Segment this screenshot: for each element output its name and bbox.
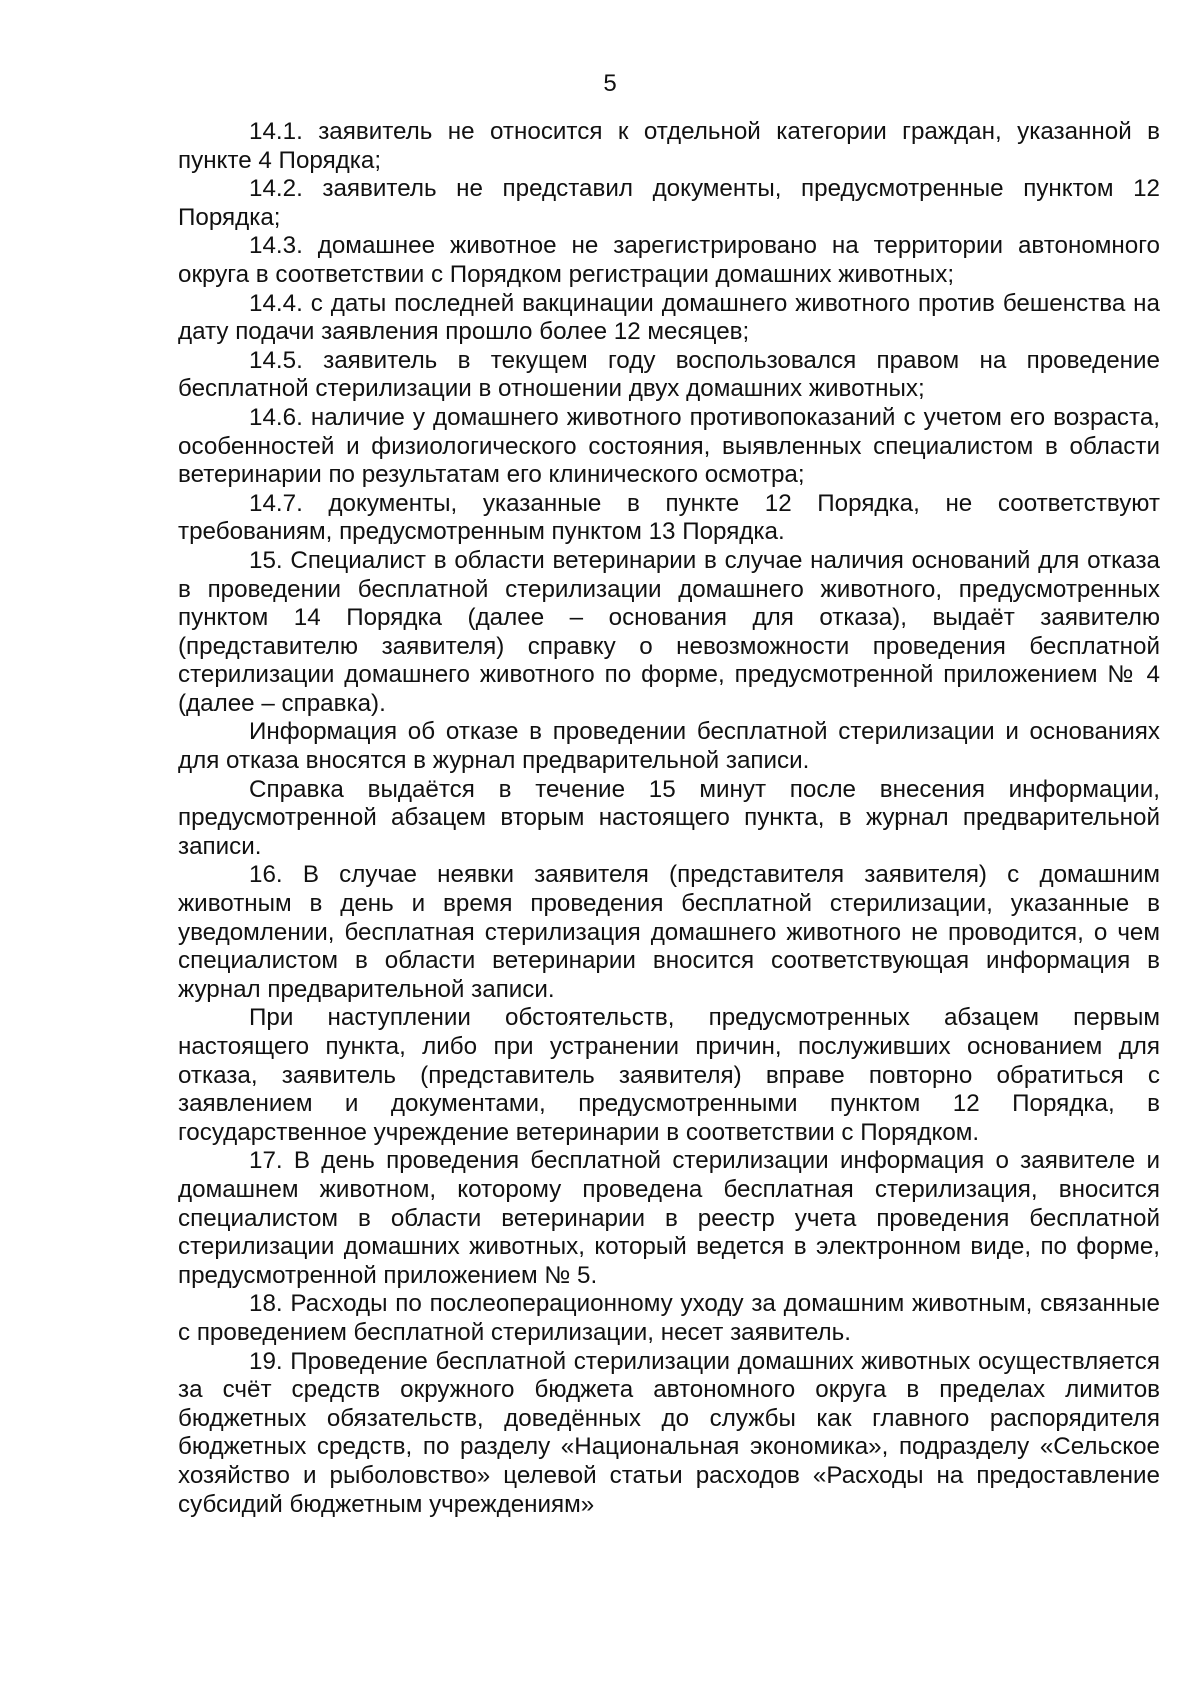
paragraph-17: 17. В день проведения бесплатной стерилизации информация о заявителе и домашнем животном, которому проведена бесплатная стерилизация, вносится специалистом в области ветеринарии в реестр учета проведения бесплатной стерилизации домашних животных, который ведется в электронном виде, по форме, предусмотренной приложением № 5. xyxy=(178,1147,1160,1289)
paragraph-14-3: 14.3. домашнее животное не зарегистрировано на территории автономного округа в соответствии с Порядком регистрации домашних животных; xyxy=(178,232,1160,288)
document-body xyxy=(178,118,1160,1519)
paragraph-16-reapply: При наступлении обстоятельств, предусмотренных абзацем первым настоящего пункта, либо при устранении причин, послуживших основанием для отказа, заявитель (представитель заявителя) вправе повторно обратиться с заявлением и документами, предусмотренными пунктом 12 Порядка, в государственное учреждение ветеринарии в соответствии с Порядком. xyxy=(178,1004,1160,1146)
page-number: 5 xyxy=(603,70,617,97)
paragraph-14-6: 14.6. наличие у домашнего животного противопоказаний с учетом его возраста, особенностей и физиологического состояния, выявленных специалистом в области ветеринарии по результатам его клинического осмотра; xyxy=(178,403,1160,489)
paragraph-16: 16. В случае неявки заявителя (представителя заявителя) с домашним животным в день и время проведения бесплатной стерилизации, указанные в уведомлении, бесплатная стерилизация домашнего животного не проводится, о чем специалистом в области ветеринарии вносится соответствующая информация в журнал предварительной записи. xyxy=(178,861,1160,1003)
paragraph-14-7: 14.7. документы, указанные в пункте 12 Порядка, не соответствуют требованиям, предусмотренным пунктом 13 Порядка. xyxy=(178,489,1160,546)
paragraph-15-certificate: Справка выдаётся в течение 15 минут после внесения информации, предусмотренной абзацем вторым настоящего пункта, в журнал предварительной записи. xyxy=(178,775,1160,860)
paragraph-14-4: 14.4. с даты последней вакцинации домашнего животного против бешенства на дату подачи заявления прошло более 12 месяцев; xyxy=(178,289,1160,346)
paragraph-18: 18. Расходы по послеоперационному уходу за домашним животным, связанные с проведением бесплатной стерилизации, несет заявитель. xyxy=(178,1290,1160,1346)
paragraph-14-1: 14.1. заявитель не относится к отдельной категории граждан, указанной в пункте 4 Порядка; xyxy=(178,118,1160,174)
paragraph-14-2: 14.2. заявитель не представил документы, предусмотренные пунктом 12 Порядка; xyxy=(178,175,1160,231)
paragraph-15: 15. Специалист в области ветеринарии в случае наличия оснований для отказа в проведении бесплатной стерилизации домашнего животного, предусмотренных пунктом 14 Порядка (далее – основания для отказа), выдаёт заявителю (представителю заявителя) справку о невозможности проведения бесплатной стерилизации домашнего животного по форме, предусмотренной приложением № 4 (далее – справка). xyxy=(178,546,1160,717)
paragraph-19: 19. Проведение бесплатной стерилизации домашних животных осуществляется за счёт средств окружного бюджета автономного округа в пределах лимитов бюджетных обязательств, доведённых до службы как главного распорядителя бюджетных средств, по разделу «Национальная экономика», подразделу «Сельское хозяйство и рыболовство» целевой статьи расходов «Расходы на предоставление субсидий бюджетным учреждениям» xyxy=(178,1347,1160,1518)
paragraph-15-refusal-info: Информация об отказе в проведении бесплатной стерилизации и основаниях для отказа вносятся в журнал предварительной записи. xyxy=(178,718,1160,775)
paragraph-14-5: 14.5. заявитель в текущем году воспользовался правом на проведение бесплатной стерилизации в отношении двух домашних животных; xyxy=(178,346,1160,403)
